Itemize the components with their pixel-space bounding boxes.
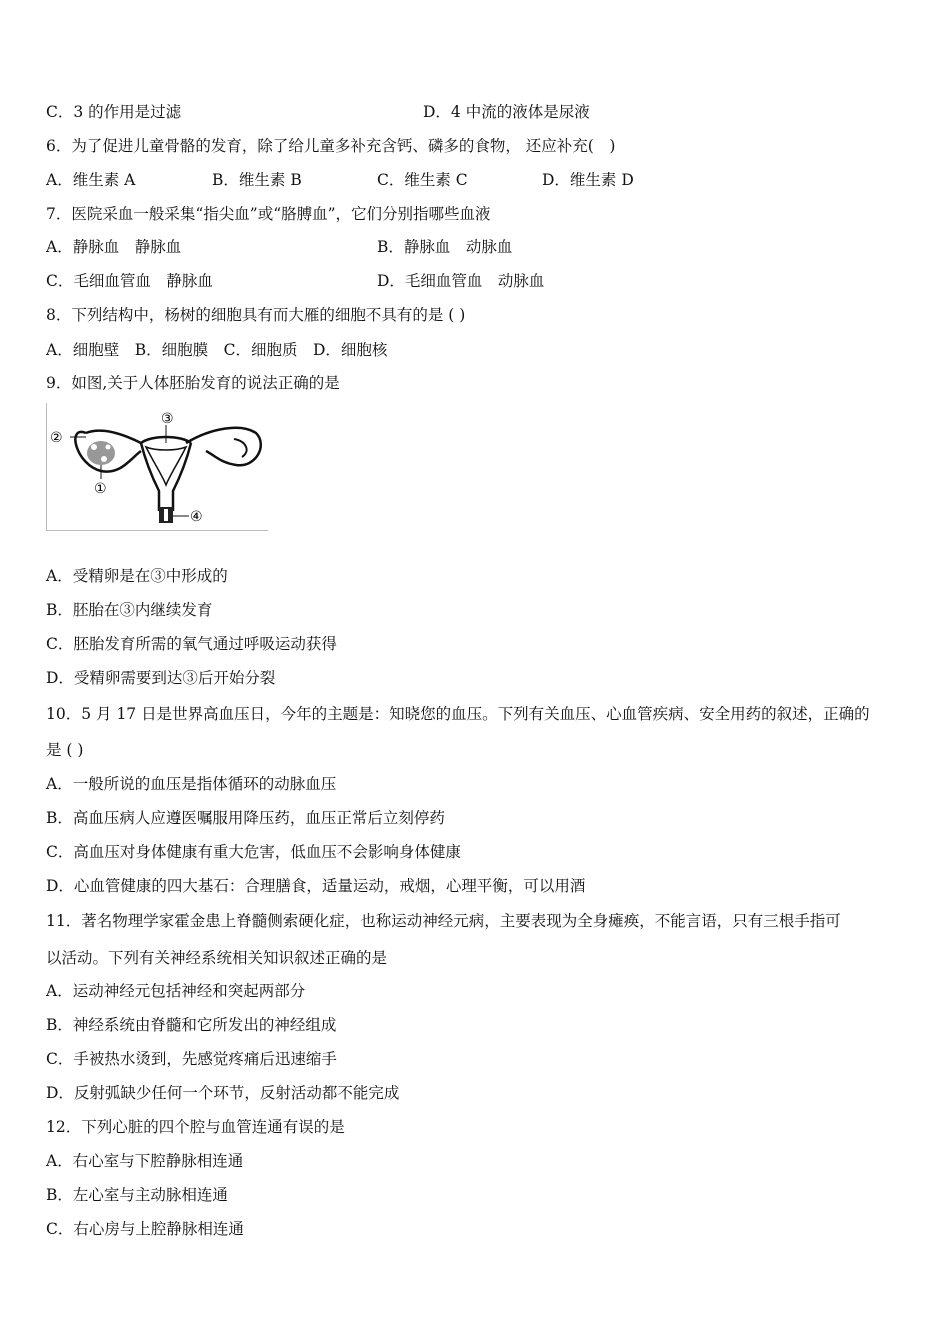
q9-option-c: C．胚胎发育所需的氧气通过呼吸运动获得 <box>46 635 337 653</box>
q5-options-row <box>46 102 590 122</box>
label-4: ④ <box>190 509 203 525</box>
label-1: ① <box>94 481 107 497</box>
q6-option-d: D．维生素 D <box>542 171 634 189</box>
q10-stem-line2: 是 ( ) <box>46 741 84 759</box>
label-3: ③ <box>161 411 174 427</box>
q10-option-c: C．高血压对身体健康有重大危害，低血压不会影响身体健康 <box>46 843 461 861</box>
left-ovary <box>87 441 115 465</box>
q10-option-b: B．高血压病人应遵医嘱服用降压药，血压正常后立刻停药 <box>46 809 445 827</box>
q7-option-c: C．毛细血管血 静脉血 <box>46 272 213 290</box>
q10-option-a: A．一般所说的血压是指体循环的动脉血压 <box>46 775 337 793</box>
q9-option-a: A．受精卵是在③中形成的 <box>46 567 228 585</box>
q11-option-b: B．神经系统由脊髓和它所发出的神经组成 <box>46 1016 337 1034</box>
q7-option-a: A．静脉血 静脉血 <box>46 238 182 256</box>
uterus-diagram-svg <box>46 403 268 531</box>
q5-option-d: D．4 中流的液体是尿液 <box>423 103 590 121</box>
q6-option-c: C．维生素 C <box>377 171 468 189</box>
q7-stem: 7．医院采血一般采集“指尖血”或“胳膊血”，它们分别指哪些血液 <box>46 205 491 223</box>
q11-option-a: A．运动神经元包括神经和突起两部分 <box>46 982 306 1000</box>
label-2: ② <box>50 430 63 446</box>
q11-stem-line2: 以活动。下列有关神经系统相关知识叙述正确的是 <box>46 949 388 967</box>
q7-options-row-1 <box>46 237 513 257</box>
q5-option-c: C．3 的作用是过滤 <box>46 103 182 121</box>
q12-option-b: B．左心室与主动脉相连通 <box>46 1186 228 1204</box>
q6-option-a: A．维生素 A <box>46 171 136 189</box>
q12-option-c: C．右心房与上腔静脉相连通 <box>46 1220 244 1238</box>
q7-option-b: B．静脉血 动脉血 <box>377 238 513 256</box>
q10-stem-line1: 10．5 月 17 日是世界高血压日，今年的主题是：知晓您的血压。下列有关血压、心血管疾病、安全用药的叙述，正确的 <box>46 705 870 723</box>
q11-option-c: C．手被热水烫到，先感觉疼痛后迅速缩手 <box>46 1050 337 1068</box>
q7-options-row-2 <box>46 271 545 291</box>
q9-option-d: D．受精卵需要到达③后开始分裂 <box>46 669 276 687</box>
q8-options: A．细胞壁 B．细胞膜 C．细胞质 D．细胞核 <box>46 341 388 359</box>
q12-option-a: A．右心室与下腔静脉相连通 <box>46 1152 244 1170</box>
q11-option-d: D．反射弧缺少任何一个环节，反射活动都不能完成 <box>46 1084 400 1102</box>
uterus-diagram <box>46 403 268 531</box>
q7-option-d: D．毛细血管血 动脉血 <box>377 272 545 290</box>
q6-option-b: B．维生素 B <box>212 171 302 189</box>
q9-stem: 9．如图,关于人体胚胎发育的说法正确的是 <box>46 374 340 392</box>
q6-options-row <box>46 170 634 190</box>
q8-stem: 8．下列结构中，杨树的细胞具有而大雁的细胞不具有的是 ( ) <box>46 306 466 324</box>
right-tube-outline <box>186 428 261 465</box>
q10-option-d: D．心血管健康的四大基石：合理膳食，适量运动，戒烟，心理平衡，可以用酒 <box>46 877 586 895</box>
q6-stem: 6．为了促进儿童骨骼的发育，除了给儿童多补充含钙、磷多的食物， 还应补充( ) <box>46 137 616 155</box>
q9-option-b: B．胚胎在③内继续发育 <box>46 601 213 619</box>
q12-stem: 12．下列心脏的四个腔与血管连通有误的是 <box>46 1118 345 1136</box>
q11-stem-line1: 11．著名物理学家霍金患上脊髓侧索硬化症，也称运动神经元病，主要表现为全身瘫痪，不能言语，只有三根手指可 <box>46 912 841 930</box>
